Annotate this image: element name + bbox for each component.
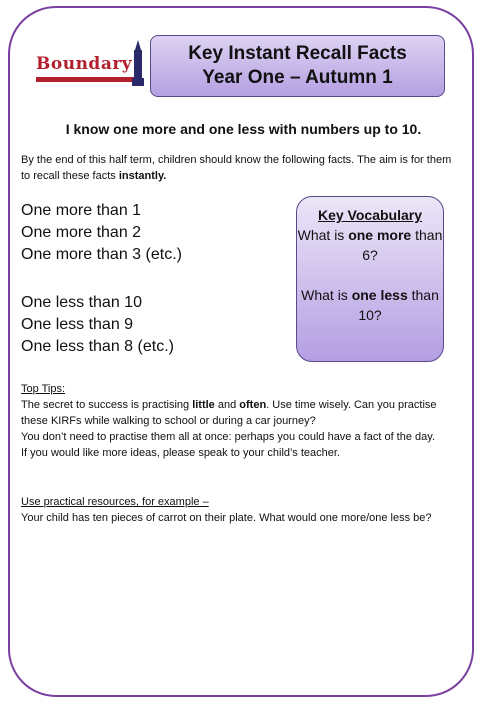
fact-item: One more than 2 xyxy=(21,224,142,241)
resources-text: Your child has ten pieces of carrot on their plate. What would one more/one less be? xyxy=(21,512,432,524)
vocab-question-1 xyxy=(297,225,443,265)
tips-heading: Top Tips: xyxy=(21,383,66,395)
logo-text: Boundary xyxy=(36,54,133,74)
title-banner xyxy=(150,35,445,97)
vocab-title: Key Vocabulary xyxy=(317,207,422,223)
tip-paragraph-3: If you would like more ideas, please speak to your child’s teacher. xyxy=(21,447,340,459)
title-line-1: Key Instant Recall Facts xyxy=(188,43,407,64)
tip-bold: little xyxy=(192,399,215,411)
fact-item: One less than 9 xyxy=(21,316,134,333)
fact-item: One more than 3 (etc.) xyxy=(21,246,182,263)
tip-bold: often xyxy=(239,399,267,411)
vocab-q2-post: than 10? xyxy=(358,287,439,323)
vocab-q1-bold: one more xyxy=(348,227,412,243)
intro-text: By the end of this half term, children should know the following facts. The aim is for them to recall these facts xyxy=(21,154,452,182)
vocab-q1-post: than 6? xyxy=(362,227,443,263)
tip-text: The secret to success is practising xyxy=(21,399,193,411)
school-logo xyxy=(30,40,148,92)
tower-icon xyxy=(130,40,146,86)
vocab-question-2 xyxy=(297,285,443,325)
tip-paragraph-2: You don’t need to practise them all at once: perhaps you could have a fact of the day. xyxy=(21,431,435,443)
vocab-q2-bold: one less xyxy=(351,287,408,303)
vocabulary-box xyxy=(296,196,444,362)
fact-item: One less than 10 xyxy=(21,294,142,311)
vocab-q2-pre: What is xyxy=(301,287,352,303)
fact-item: One more than 1 xyxy=(21,202,142,219)
logo-strip xyxy=(36,77,138,82)
tip-text: and xyxy=(214,399,240,411)
vocab-q1-pre: What is xyxy=(297,227,349,243)
vocab-spacer xyxy=(297,265,443,285)
facts-less-list xyxy=(21,292,174,358)
top-tips-section xyxy=(21,381,461,461)
title-line-2: Year One – Autumn 1 xyxy=(202,67,393,88)
tip-paragraph-1 xyxy=(21,397,461,429)
resources-heading: Use practical resources, for example – xyxy=(21,496,209,508)
fact-item: One less than 8 (etc.) xyxy=(21,338,174,355)
tip-text: . Use time wisely. Can you practise these KIRFs while walking to school or during a car journey? xyxy=(21,399,437,427)
intro-bold: instantly. xyxy=(118,170,167,182)
intro-paragraph xyxy=(21,152,461,184)
resources-section xyxy=(21,494,461,526)
headline: I know one more and one less with numbers up to 10. xyxy=(65,121,422,137)
facts-more-list xyxy=(21,200,182,266)
